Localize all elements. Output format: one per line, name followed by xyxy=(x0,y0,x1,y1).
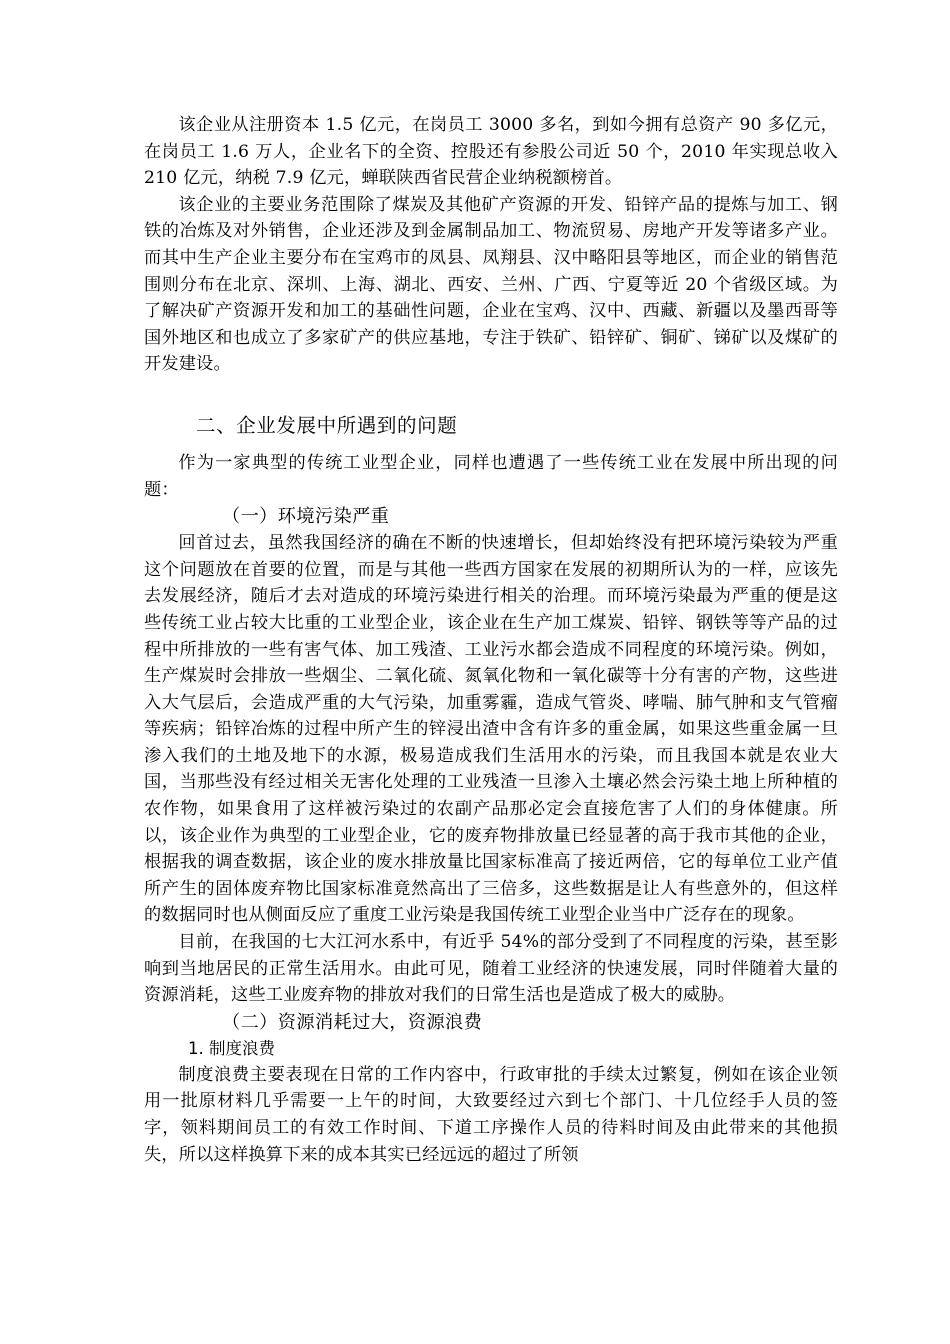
paragraph-river-pollution: 目前，在我国的七大江河水系中，有近乎 54%的部分受到了不同程度的污染，甚至影响到当地居民的正常生活用水。由此可见，随着工业经济的快速发展，同时伴随着大量的资源消耗，这些工业废弃物的排放对我们的日常生活也是造成了极大的威胁。 xyxy=(144,932,838,1006)
paragraph-business-scope: 该企业的主要业务范围除了煤炭及其他矿产资源的开发、铅锌产品的提炼与加工、钢铁的冶炼及对外销售，企业还涉及到金属制品加工、物流贸易、房地产开发等诸多产业。而其中生产企业主要分布在宝鸡市的凤县、凤翔县、汉中略阳县等地区，而企业的销售范围则分布在北京、深圳、上海、湖北、西安、兰州、广西、宁夏等近 20 个省级区域。为了解决矿产资源开发和加工的基础性问题，企业在宝鸡、汉中、西藏、新疆以及墨西哥等国外地区和也成立了多家矿产的供应基地，专注于铁矿、铅锌矿、铜矿、锑矿以及煤矿的开发建设。 xyxy=(144,194,838,375)
paragraph-problems-intro: 作为一家典型的传统工业型企业，同样也遭遇了一些传统工业在发展中所出现的问题： xyxy=(144,452,838,500)
document-page xyxy=(144,112,838,1168)
paragraph-pollution-detail: 回首过去，虽然我国经济的确在不断的快速增长，但却始终没有把环境污染较为严重这个问题放在首要的位置，而是与其他一些西方国家在发展的初期所认为的一样，应该先去发展经济，随后才去对造成的环境污染进行相关的治理。而环境污染最为严重的便是这些传统工业占较大比重的工业型企业，该企业在生产加工煤炭、铅锌、钢铁等等产品的过程中所排放的一些有害气体、加工残渣、工业污水都会造成不同程度的环境污染。例如，生产煤炭时会排放一些烟尘、二氧化硫、氮氧化物和一氧化碳等十分有害的产物，这些进入大气层后，会造成严重的大气污染，加重雾霾，造成气管炎、哮喘、肺气肿和支气管瘤等疾病；铅锌冶炼的过程中所产生的锌浸出渣中含有许多的重金属，如果这些重金属一旦渗入我们的土地及地下的水源，极易造成我们生活用水的污染，而且我国本就是农业大国，当那些没有经过相关无害化处理的工业残渣一旦渗入土壤必然会污染土地上所种植的农作物，如果食用了这样被污染过的农副产品那必定会直接危害了人们的身体健康。所以，该企业作为典型的工业型企业，它的废弃物排放量已经显著的高于我市其他的企业，根据我的调查数据，该企业的废水排放量比国家标准高了接近两倍，它的每单位工业产值所产生的固体废弃物比国家标准竟然高出了三倍多，这些数据是让人有些意外的，但这样的数据同时也从侧面反应了重度工业污染是我国传统工业型企业当中广泛存在的现象。 xyxy=(144,533,838,926)
section-heading-problems: 二、企业发展中所遇到的问题 xyxy=(196,413,458,437)
paragraph-system-waste: 制度浪费主要表现在日常的工作内容中，行政审批的手续太过繁复，例如在该企业领用一批原材料几乎需要一上午的时间，大致要经过六到七个部门、十几位经手人员的签字，领料期间员工的有效工作时间、下道工序操作人员的待料时间及由此带来的其他损失，所以这样换算下来的成本其实已经远远的超过了所领 xyxy=(144,1064,838,1165)
paragraph-company-growth: 该企业从注册资本 1.5 亿元，在岗员工 3000 多名，到如今拥有总资产 90 多亿元，在岗员工 1.6 万人，企业名下的全资、控股还有参股公司近 50 个，2010 年实现总收入 210 亿元，纳税 7.9 亿元，蝉联陕西省民营企业纳税额榜首。 xyxy=(144,115,838,189)
subheading-environmental-pollution: （一）环境污染严重 xyxy=(222,506,390,528)
spacer xyxy=(144,378,838,412)
item-heading-system-waste: 1. 制度浪费 xyxy=(188,1038,275,1058)
subheading-resource-waste: （二）资源消耗过大，资源浪费 xyxy=(222,1011,483,1033)
spacer xyxy=(144,440,838,450)
